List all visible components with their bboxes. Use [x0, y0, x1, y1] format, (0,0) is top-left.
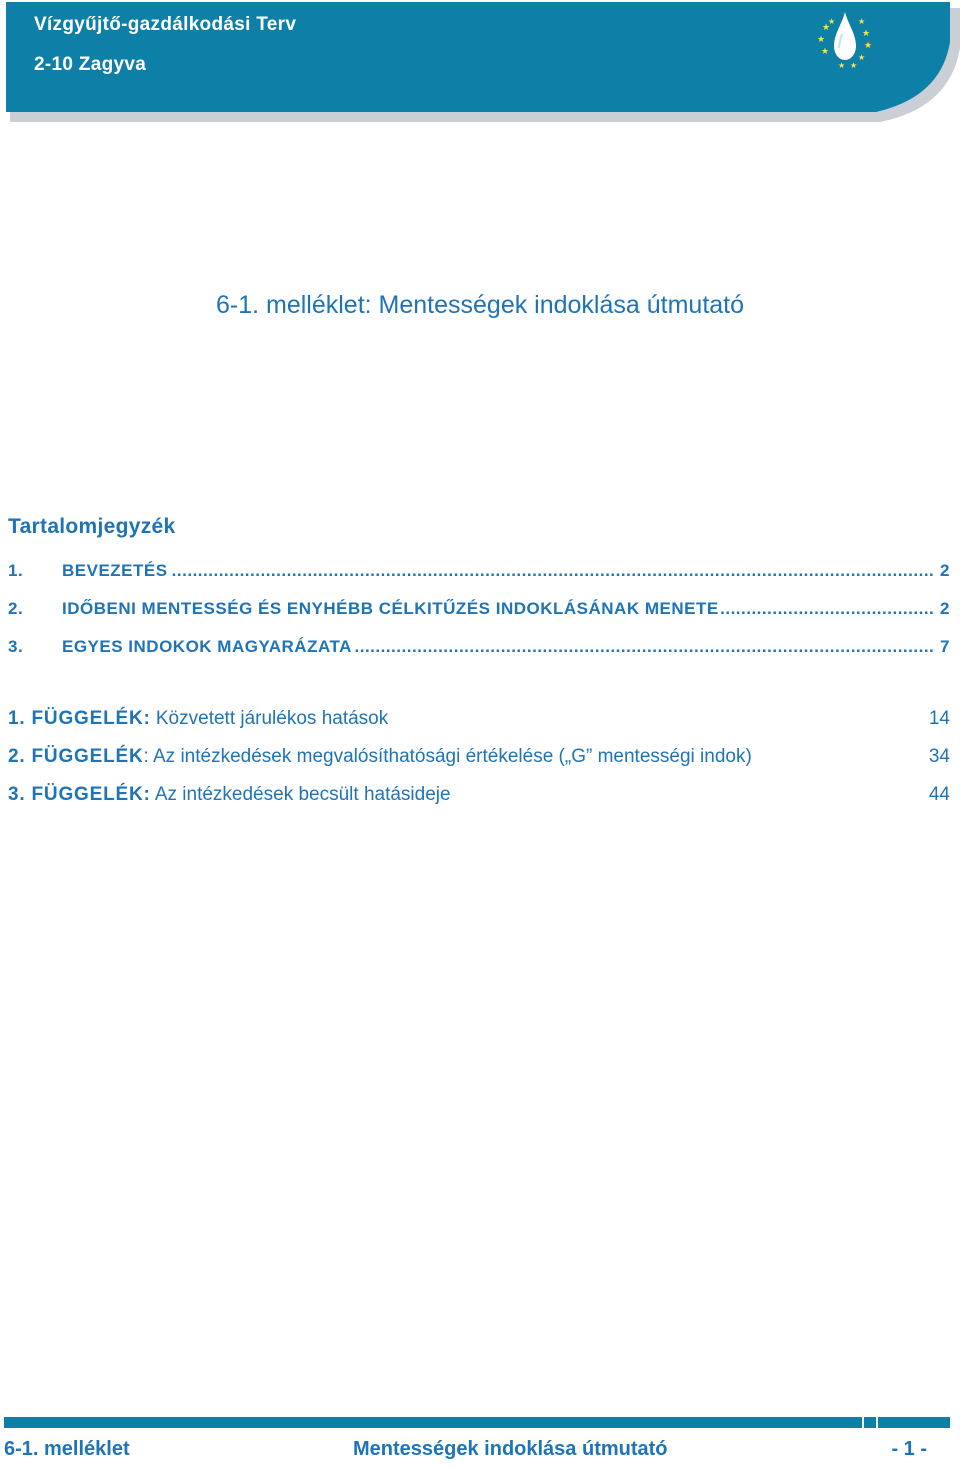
- toc-item-page: 7: [940, 637, 950, 656]
- svg-text:★: ★: [858, 17, 866, 26]
- document-title: 6-1. melléklet: Mentességek indoklása útmutató: [215, 291, 745, 319]
- footer-center: Mentességek indoklása útmutató: [353, 1438, 668, 1460]
- toc-item-number: 2.: [8, 599, 24, 618]
- page-number: - 1 -: [891, 1438, 927, 1460]
- footer-left: 6-1. melléklet: [4, 1438, 130, 1460]
- appendix-item-2[interactable]: [8, 746, 950, 768]
- header-subtitle: 2-10 Zagyva: [34, 54, 147, 75]
- svg-text:★: ★: [821, 47, 830, 57]
- appendix-label: 2. FÜGGELÉK: [8, 746, 144, 767]
- toc-heading: Tartalomjegyzék: [8, 515, 176, 538]
- toc-item-page: 2: [940, 599, 950, 618]
- appendix-label: 1. FÜGGELÉK:: [8, 708, 151, 729]
- appendix-page: 34: [928, 746, 950, 767]
- appendix-page: 14: [928, 708, 950, 729]
- toc-item-title: IDŐBENI MENTESSÉG ÉS ENYHÉBB CÉLKITŰZÉS INDOKLÁSÁNAK MENETE: [62, 599, 719, 618]
- toc-item-1[interactable]: [8, 561, 950, 583]
- appendix-label: 3. FÜGGELÉK:: [8, 784, 151, 805]
- toc-item-title: EGYES INDOKOK MAGYARÁZATA: [62, 637, 352, 656]
- toc-item-number: 3.: [8, 637, 24, 656]
- appendix-item-1[interactable]: [8, 708, 950, 730]
- toc-item-3[interactable]: [8, 637, 950, 659]
- appendix-page: 44: [928, 784, 950, 805]
- toc-item-2[interactable]: [8, 599, 950, 621]
- appendix-title: : Az intézkedések megvalósíthatósági értékelése („G” mentességi indok): [143, 746, 752, 767]
- svg-text:★: ★: [864, 41, 873, 51]
- svg-text:★: ★: [838, 61, 846, 70]
- appendix-title: Közvetett járulékos hatások: [150, 708, 389, 729]
- toc-leader-dots: [62, 561, 934, 581]
- svg-text:★: ★: [850, 61, 858, 70]
- svg-text:★: ★: [828, 17, 836, 26]
- appendix-item-3[interactable]: [8, 784, 950, 806]
- svg-text:★: ★: [862, 29, 871, 39]
- appendix-title: Az intézkedések becsült hatásideje: [150, 784, 451, 805]
- svg-text:★: ★: [858, 53, 866, 62]
- svg-text:★: ★: [817, 35, 826, 45]
- water-drop-eu-stars-icon: [812, 8, 878, 74]
- toc-item-page: 2: [940, 561, 950, 580]
- toc-item-title: BEVEZETÉS: [62, 561, 168, 580]
- toc-item-number: 1.: [8, 561, 24, 580]
- header-title: Vízgyűjtő-gazdálkodási Terv: [34, 14, 297, 35]
- footer-bar: [4, 1417, 950, 1428]
- svg-text:★: ★: [822, 23, 831, 33]
